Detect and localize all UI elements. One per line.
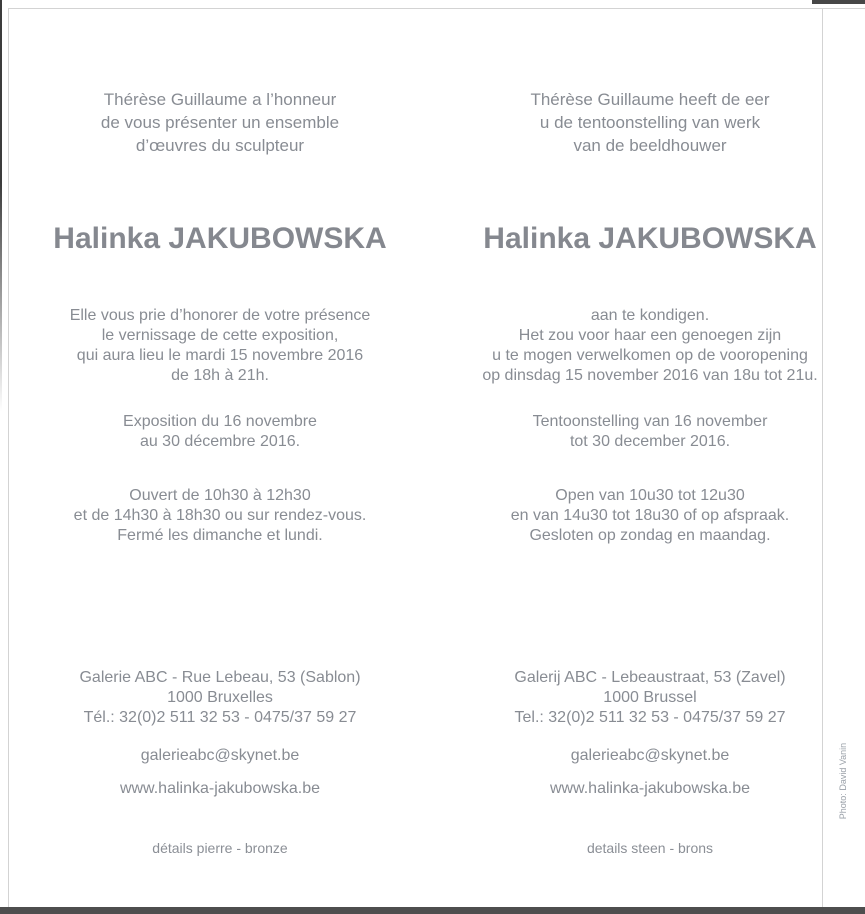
- intro-line: van de beeldhouwer: [573, 136, 727, 155]
- address-line: 1000 Brussel: [603, 689, 697, 706]
- gallery-address-nl: [455, 668, 845, 728]
- exhibition-line: Tentoonstelling van 16 november: [532, 413, 768, 430]
- address-line: Tel.: 32(0)2 511 32 53 - 0475/37 59 27: [514, 709, 786, 726]
- address-line: 1000 Bruxelles: [167, 689, 273, 706]
- gallery-email: galerieabc@skynet.be: [570, 747, 730, 764]
- invitation-line: Het zou voor haar een genoegen zijn: [518, 327, 782, 344]
- scan-edge-top-right: [812, 0, 865, 4]
- invitation-line: u te mogen verwelkomen op de vooropening: [492, 347, 808, 364]
- opening-hours-nl: [455, 486, 845, 546]
- gallery-website: www.halinka-jakubowska.be: [119, 780, 321, 797]
- hours-line: Fermé les dimanche et lundi.: [117, 527, 323, 544]
- invitation-line: aan te kondigen.: [590, 307, 710, 324]
- hours-line: et de 14h30 à 18h30 ou sur rendez-vous.: [73, 507, 367, 524]
- artist-name-fr: Halinka JAKUBOWSKA: [53, 222, 387, 255]
- artist-name-nl: Halinka JAKUBOWSKA: [483, 222, 817, 255]
- gallery-email: galerieabc@skynet.be: [140, 747, 300, 764]
- exhibition-line: tot 30 december 2016.: [569, 433, 731, 450]
- intro-line: Thérèse Guillaume a l’honneur: [103, 90, 337, 109]
- hours-line: Gesloten op zondag en maandag.: [529, 527, 771, 544]
- exhibition-dates-fr: [25, 412, 415, 452]
- invitation-line: le vernissage de cette exposition,: [101, 327, 339, 344]
- invitation-text-nl: [455, 306, 845, 386]
- gallery-address-fr: [25, 668, 415, 728]
- intro-line: d’œuvres du sculpteur: [135, 136, 305, 155]
- gallery-website: www.halinka-jakubowska.be: [549, 780, 751, 797]
- hours-line: Open van 10u30 tot 12u30: [555, 487, 745, 504]
- exhibition-line: au 30 décembre 2016.: [139, 433, 301, 450]
- intro-line: u de tentoonstelling van werk: [539, 113, 761, 132]
- intro-text-fr: [25, 88, 415, 157]
- hours-line: Ouvert de 10h30 à 12h30: [129, 487, 311, 504]
- exhibition-line: Exposition du 16 novembre: [123, 413, 317, 430]
- intro-text-nl: [455, 88, 845, 157]
- address-line: Galerij ABC - Lebeaustraat, 53 (Zavel): [514, 669, 786, 686]
- invitation-line: op dinsdag 15 november 2016 van 18u tot 21u.: [482, 367, 818, 384]
- invitation-line: qui aura lieu le mardi 15 novembre 2016: [76, 347, 364, 364]
- invitation-line: de 18h à 21h.: [171, 367, 269, 384]
- intro-line: de vous présenter un ensemble: [100, 113, 340, 132]
- hours-line: en van 14u30 tot 18u30 of op afspraak.: [510, 507, 790, 524]
- dutch-panel: [455, 0, 845, 914]
- photo-caption-fr: détails pierre - bronze: [152, 840, 288, 856]
- card-border-left: [8, 8, 9, 907]
- exhibition-dates-nl: [455, 412, 845, 452]
- address-line: Galerie ABC - Rue Lebeau, 53 (Sablon): [79, 669, 361, 686]
- invitation-line: Elle vous prie d’honorer de votre présence: [69, 307, 371, 324]
- photo-credit: Photo: David Vanin: [838, 742, 848, 820]
- photo-caption-nl: details steen - brons: [586, 840, 714, 856]
- intro-line: Thérèse Guillaume heeft de eer: [530, 90, 770, 109]
- address-line: Tél.: 32(0)2 511 32 53 - 0475/37 59 27: [83, 709, 357, 726]
- opening-hours-fr: [25, 486, 415, 546]
- scan-edge-left: [0, 0, 2, 914]
- invitation-text-fr: [25, 306, 415, 386]
- scan-edge-bottom: [0, 907, 865, 914]
- french-panel: [25, 0, 415, 914]
